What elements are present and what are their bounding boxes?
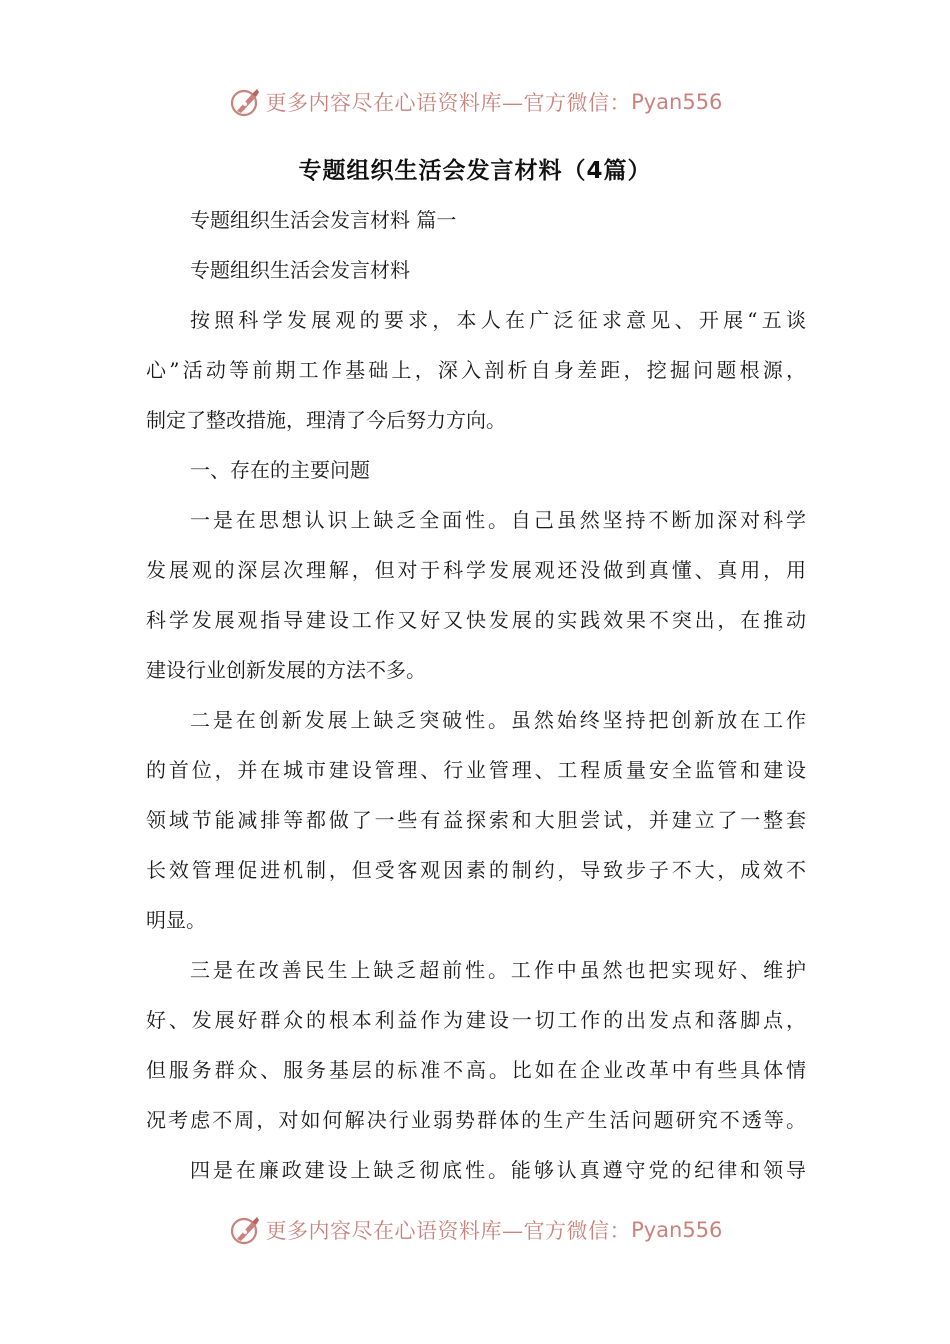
pen-nib-logo-icon [228, 1213, 262, 1247]
text-line: 发展观的深层次理解，但对于科学发展观还没做到真懂、真用，用 [146, 558, 806, 582]
text-line: 明显。 [146, 908, 206, 932]
text-line: 好、发展好群众的根本利益作为建设一切工作的出发点和落脚点， [146, 1008, 806, 1032]
text-line: 长效管理促进机制，但受客观因素的制约，导致步子不大，成效不 [146, 858, 806, 882]
text-line: 制定了整改措施，理清了今后努力方向。 [146, 408, 506, 432]
text-line: 按照科学发展观的要求，本人在广泛征求意见、开展“五谈 [190, 308, 806, 332]
text-line: 四是在廉政建设上缺乏彻底性。能够认真遵守党的纪律和领导 [190, 1158, 806, 1182]
footer-watermark-banner [0, 1208, 950, 1252]
text-line: 专题组织生活会发言材料 篇一 [190, 208, 457, 232]
header-watermark-banner [0, 80, 950, 124]
text-line: 一是在思想认识上缺乏全面性。自己虽然坚持不断加深对科学 [190, 508, 806, 532]
document-body [146, 200, 806, 1200]
text-line: 三是在改善民生上缺乏超前性。工作中虽然也把实现好、维护 [190, 958, 806, 982]
banner-text: 更多内容尽在心语资料库—官方微信： [265, 91, 632, 115]
text-line: 科学发展观指导建设工作又好又快发展的实践效果不突出，在推动 [146, 608, 806, 632]
text-line: 况考虑不周，对如何解决行业弱势群体的生产生活问题研究不透等。 [146, 1108, 806, 1132]
text-line: 二是在创新发展上缺乏突破性。虽然始终坚持把创新放在工作 [190, 708, 806, 732]
text-line: 的首位，并在城市建设管理、行业管理、工程质量安全监管和建设 [146, 758, 806, 782]
text-line: 专题组织生活会发言材料 [190, 258, 410, 282]
text-line: 心”活动等前期工作基础上，深入剖析自身差距，挖掘问题根源， [146, 358, 806, 382]
banner-text: 更多内容尽在心语资料库—官方微信： [265, 1219, 632, 1243]
text-line: 建设行业创新发展的方法不多。 [146, 658, 426, 682]
banner-wechat-id: Pyan556 [631, 90, 723, 114]
banner-wechat-id: Pyan556 [631, 1218, 723, 1242]
pen-nib-logo-icon [228, 85, 262, 119]
text-line: 但服务群众、服务基层的标准不高。比如在企业改革中有些具体情 [146, 1058, 806, 1082]
document-title: 专题组织生活会发言材料（4篇） [298, 158, 652, 184]
text-line: 领域节能减排等都做了一些有益探索和大胆尝试，并建立了一整套 [146, 808, 806, 832]
text-line: 一、存在的主要问题 [190, 458, 370, 482]
